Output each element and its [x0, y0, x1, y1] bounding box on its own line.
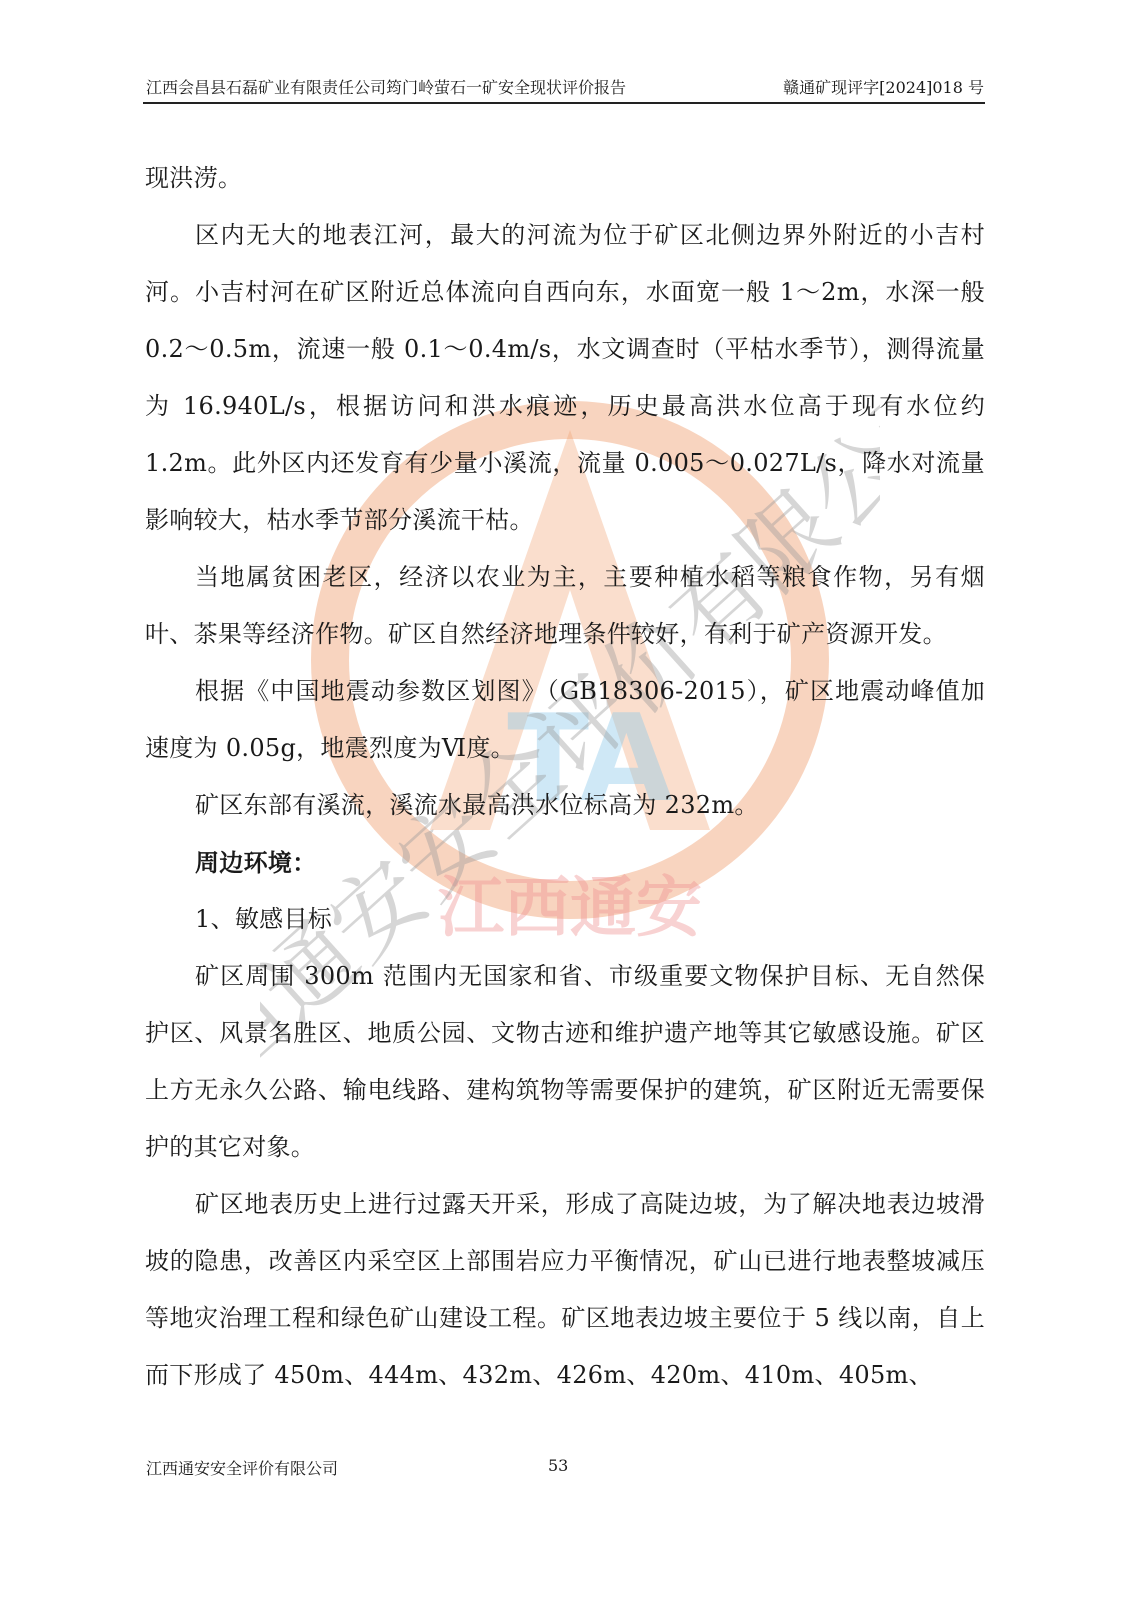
paragraph-continuation: 现洪涝。: [145, 164, 243, 192]
document-number: 赣通矿现评字[2024]018 号: [783, 78, 984, 97]
paragraph-slope-treatment: 矿区地表历史上进行过露天开采，形成了高陡边坡，为了解决地表边坡滑坡的隐患，改善区内采空区上部围岩应力平衡情况，矿山已进行地表整坡减压等地灾治理工程和绿色矿山建设工程。矿区地表边坡主要位于 5 线以南，自上而下形成了 450m、444m、432m、426m、420m、410m、405m、: [145, 1190, 985, 1389]
watermark-short-name: 江西通安: [438, 869, 702, 946]
report-title: 江西会昌县石磊矿业有限责任公司筠门岭萤石一矿安全现状评价报告: [146, 78, 627, 97]
paragraph-sensitive-targets: 矿区周围 300m 范围内无国家和省、市级重要文物保护目标、无自然保护区、风景名胜区、地质公园、文物古迹和维护遗产地等其它敏感设施。矿区上方无永久公路、输电线路、建构筑物等需要保护的建筑，矿区附近无需要保护的其它对象。: [145, 962, 985, 1161]
page-header: [146, 78, 984, 98]
document-body: [145, 150, 985, 1404]
section-heading-surroundings: 周边环境：: [195, 848, 317, 877]
page-number: 53: [548, 1456, 569, 1475]
footer-company: 江西通安安全评价有限公司: [146, 1459, 339, 1478]
paragraph-seismic: 根据《中国地震动参数区划图》（GB18306-2015），矿区地震动峰值加速度为 0.05g，地震烈度为Ⅵ度。: [145, 677, 985, 762]
paragraph-hydrology: 区内无大的地表江河，最大的河流为位于矿区北侧边界外附近的小吉村河。小吉村河在矿区附近总体流向自西向东，水面宽一般 1～2m，水深一般 0.2～0.5m，流速一般 0.1～0.4m/s，水文调查时（平枯水季节），测得流量为 16.940L/s，根据访问和洪水痕迹，历史最高洪水位高于现有水位约 1.2m。此外区内还发育有少量小溪流，流量 0.005～0.027L/s，降水对流量影响较大，枯水季节部分溪流干枯。: [145, 221, 985, 534]
watermark-company-name: 江西通安安全评价有限公司: [260, 360, 880, 1120]
header-divider: [143, 102, 985, 104]
watermark-letters: TA: [507, 690, 673, 829]
paragraph-flood-level: 矿区东部有溪流，溪流水最高洪水位标高为 232m。: [195, 791, 759, 819]
paragraph-economy: 当地属贫困老区，经济以农业为主，主要种植水稻等粮食作物，另有烟叶、茶果等经济作物。矿区自然经济地理条件较好，有利于矿产资源开发。: [145, 563, 985, 648]
subheading-sensitive-targets: 1、敏感目标: [195, 905, 333, 933]
